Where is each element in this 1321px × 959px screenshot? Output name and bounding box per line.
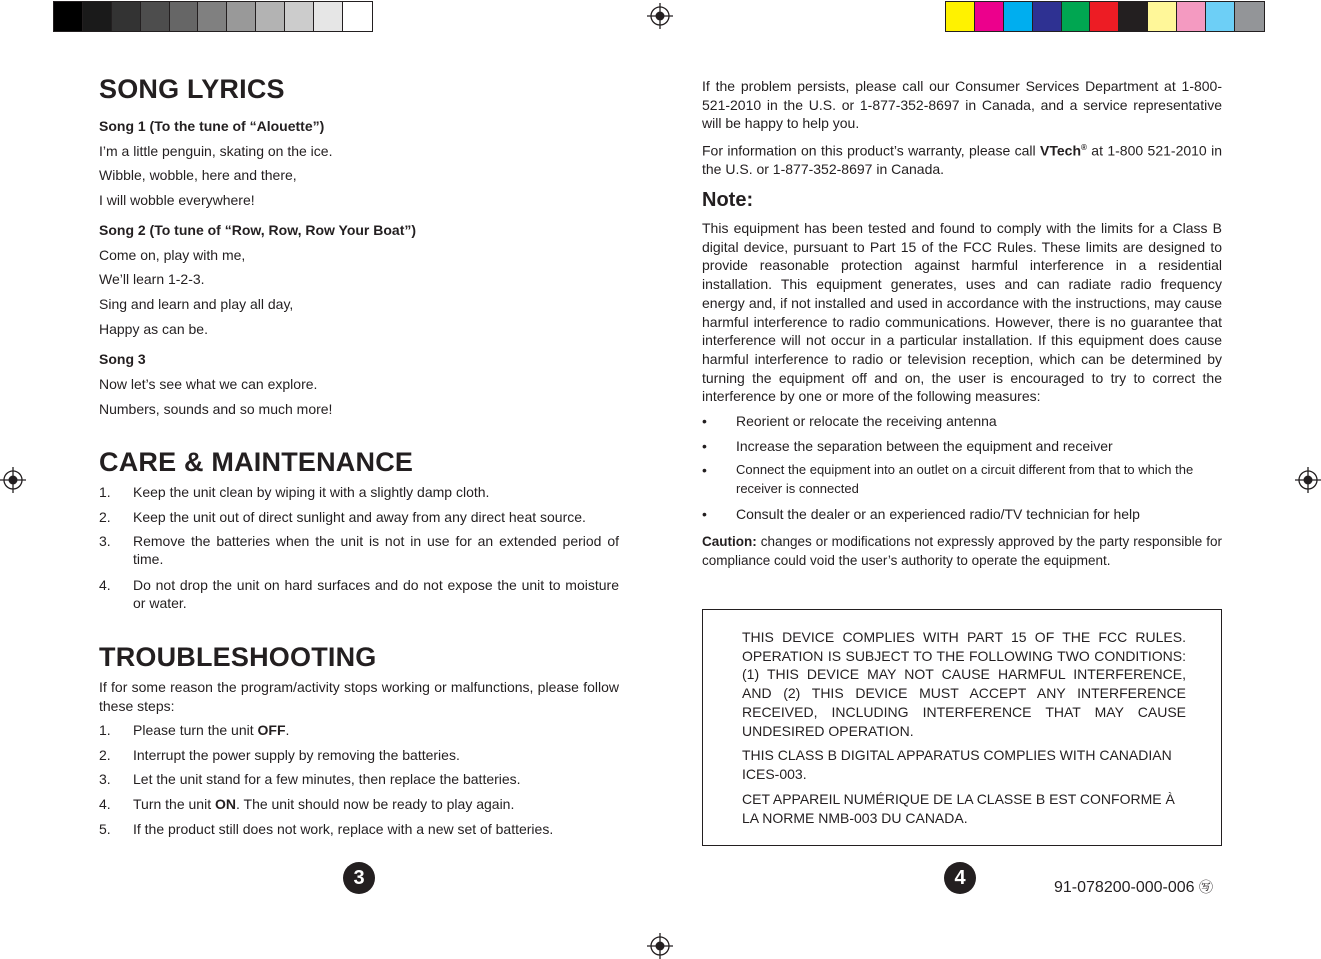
french-compliance-text: CET APPAREIL NUMÉRIQUE DE LA CLASSE B EST CONFORME À LA NORME NMB-003 DU CANADA. — [742, 791, 1175, 826]
gray-swatch — [170, 2, 199, 31]
color-swatch — [1119, 2, 1148, 31]
grayscale-color-bar — [53, 1, 373, 32]
page-number: 4 — [944, 862, 976, 894]
consumer-services-paragraph: If the problem persists, please call our Consumer Services Department at 1-800-521-2010 in the U.S. or 1-877-352-8697 in Canada, and a service representative will be happy to help you. — [702, 78, 1222, 132]
list-text: Keep the unit clean by wiping it with a slightly damp cloth. — [133, 484, 490, 500]
part-code — [1054, 877, 1213, 897]
registration-mark-icon — [0, 467, 26, 493]
color-swatch — [1062, 2, 1091, 31]
gray-swatch — [112, 2, 141, 31]
lyric-line: Now let’s see what we can explore. — [99, 376, 318, 392]
list-text: Remove the batteries when the unit is not in use for an extended period of time. — [133, 533, 619, 567]
color-swatch — [1004, 2, 1033, 31]
list-text: Increase the separation between the equipment and receiver — [736, 438, 1113, 454]
list-text: Interrupt the power supply by removing the batteries. — [133, 747, 460, 763]
part-number: 91-078200-000-006 — [1054, 879, 1195, 896]
list-number: 1. — [99, 484, 111, 500]
song-title: Song 1 (To the tune of “Alouette”) — [99, 118, 325, 134]
troubleshooting-heading: TROUBLESHOOTING — [99, 642, 377, 672]
canadian-compliance-text: THIS CLASS B DIGITAL APPARATUS COMPLIES WITH CANADIAN ICES-003. — [742, 747, 1172, 782]
gray-swatch — [285, 2, 314, 31]
list-text: Reorient or relocate the receiving antenna — [736, 413, 997, 429]
lyric-line: Happy as can be. — [99, 321, 208, 337]
gray-swatch — [343, 2, 372, 31]
color-swatch — [1235, 2, 1264, 31]
registration-mark-icon — [647, 933, 673, 959]
gray-swatch — [141, 2, 170, 31]
lyric-line: We’ll learn 1-2-3. — [99, 271, 205, 287]
bullet-symbol: • — [702, 438, 707, 454]
lyric-line: I’m a little penguin, skating on the ice. — [99, 143, 333, 159]
color-swatch — [975, 2, 1004, 31]
color-swatch — [1206, 2, 1235, 31]
note-heading: Note: — [702, 189, 754, 211]
lyric-line: Wibble, wobble, here and there, — [99, 167, 297, 183]
list-text: Keep the unit out of direct sunlight and away from any direct heat source. — [133, 509, 586, 525]
care-maintenance-heading: CARE & MAINTENANCE — [99, 447, 414, 477]
bullet-symbol: • — [702, 462, 707, 478]
list-number: 2. — [99, 747, 111, 763]
color-swatch — [1148, 2, 1177, 31]
song-title: Song 3 — [99, 351, 146, 367]
lyric-line: Numbers, sounds and so much more! — [99, 401, 333, 417]
bullet-symbol: • — [702, 413, 707, 429]
gray-swatch — [54, 2, 83, 31]
color-swatch — [1033, 2, 1062, 31]
color-swatch — [946, 2, 975, 31]
list-text: If the product still does not work, replace with a new set of batteries. — [133, 821, 554, 837]
cmyk-color-bar — [945, 1, 1265, 32]
caution-label: Caution: — [702, 534, 757, 549]
list-text: Please turn the unit OFF. — [133, 722, 290, 738]
list-number: 4. — [99, 796, 111, 812]
caution-paragraph: Caution: changes or modifications not expressly approved by the party responsible for compliance could void the user’s authority to operate the equipment. — [702, 534, 1222, 568]
lyric-line: Sing and learn and play all day, — [99, 296, 294, 312]
list-number: 4. — [99, 577, 111, 593]
list-number: 1. — [99, 722, 111, 738]
fcc-compliance-text: THIS DEVICE COMPLIES WITH PART 15 OF THE FCC RULES. OPERATION IS SUBJECT TO THE FOLLOWING TWO CONDITIONS: (1) THIS DEVICE MAY NOT CAUSE HARMFUL INTERFERENCE, AND (2) THIS DEVICE MUST ACCEPT ANY INTERFERENCE RECEIVED, INCLUDING INTERFERENCE THAT MAY CAUSE UNDESIRED OPERATION. — [742, 629, 1186, 739]
color-swatch — [1090, 2, 1119, 31]
color-swatch — [1177, 2, 1206, 31]
warranty-paragraph: For information on this product’s warranty, please call VTech® at 1-800 521-2010 in the U.S. or 1-877-352-8697 in Canada. — [702, 142, 1222, 178]
list-number: 3. — [99, 533, 111, 549]
list-number: 5. — [99, 821, 111, 837]
list-text: Consult the dealer or an experienced radio/TV technician for help — [736, 506, 1140, 522]
list-number: 3. — [99, 771, 111, 787]
list-text: Turn the unit ON. The unit should now be ready to play again. — [133, 796, 515, 812]
gray-swatch — [256, 2, 285, 31]
fcc-note-paragraph: This equipment has been tested and found to comply with the limits for a Class B digital device, pursuant to Part 15 of the FCC Rules. These limits are designed to provide reasonable protection against harmful interference in a residential installation. This equipment generates, uses and can radiate radio frequency energy and, if not installed and used in accordance with the instructions, may cause harmful interference to radio communications. However, there is no guarantee that interference will not occur in a particular installation. If this equipment does cause harmful interference to radio or television reception, which can be determined by turning the equipment off and on, the user is encouraged to try to correct the interference by one or more of the following measures: — [702, 220, 1222, 405]
list-number: 2. — [99, 509, 111, 525]
gray-swatch — [198, 2, 227, 31]
registration-mark-icon — [1295, 467, 1321, 493]
lyric-line: Come on, play with me, — [99, 247, 246, 263]
lyric-line: I will wobble everywhere! — [99, 192, 255, 208]
language-mark: ㊢ — [1199, 879, 1214, 895]
list-text: Let the unit stand for a few minutes, then replace the batteries. — [133, 771, 521, 787]
gray-swatch — [83, 2, 112, 31]
list-text: Connect the equipment into an outlet on a circuit different from that to which the receiver is connected — [736, 462, 1194, 496]
list-text: Do not drop the unit on hard surfaces and do not expose the unit to moisture or water. — [133, 577, 619, 611]
page-number: 3 — [343, 862, 375, 894]
gray-swatch — [314, 2, 343, 31]
gray-swatch — [227, 2, 256, 31]
brand-name: VTech — [1040, 142, 1082, 159]
song-lyrics-heading: SONG LYRICS — [99, 74, 285, 104]
registration-mark-icon — [647, 3, 673, 29]
troubleshooting-intro: If for some reason the program/activity stops working or malfunctions, please follow these steps: — [99, 679, 619, 714]
song-title: Song 2 (To tune of “Row, Row, Row Your Boat”) — [99, 222, 417, 238]
fcc-compliance-box — [702, 609, 1222, 846]
bullet-symbol: • — [702, 506, 707, 522]
